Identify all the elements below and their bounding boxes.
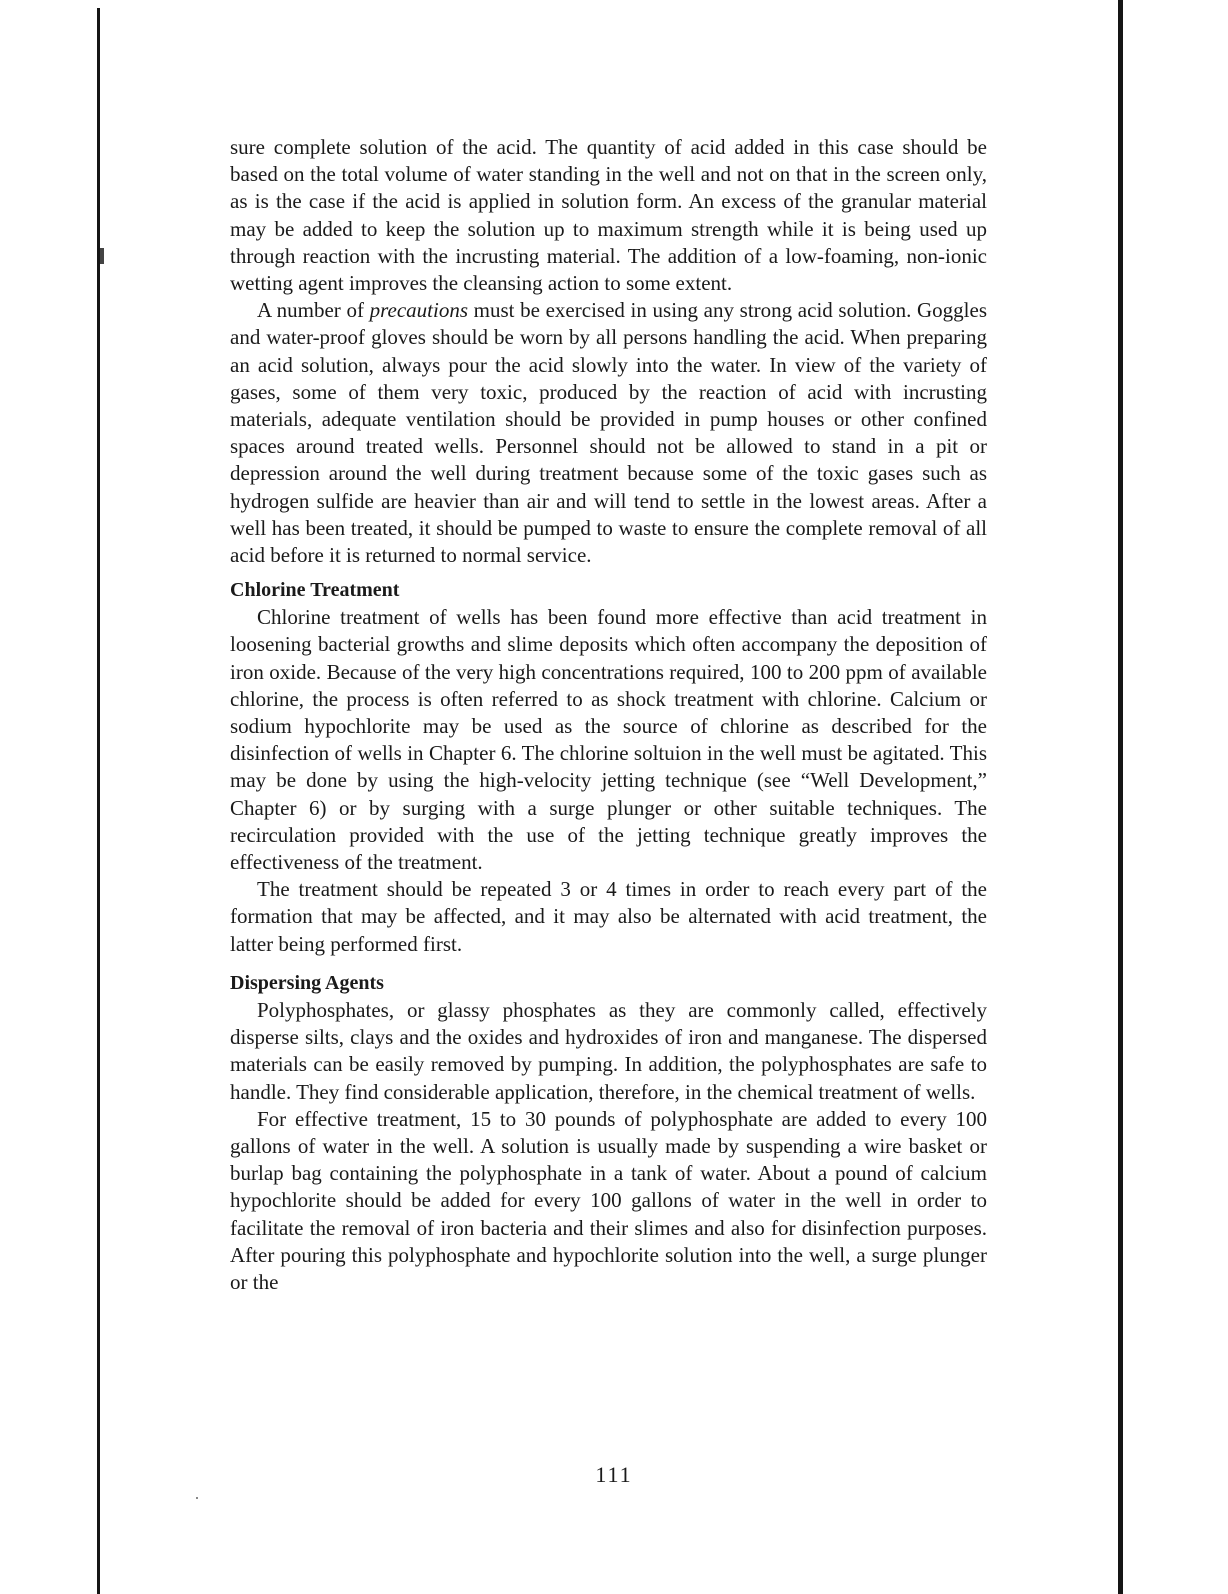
page-body [230, 134, 987, 1296]
left-scan-mark [100, 248, 104, 264]
precautions-lead: A number of [257, 298, 370, 323]
paragraph-precautions [230, 297, 987, 569]
right-scan-border [1118, 0, 1123, 1594]
heading-dispersing-agents: Dispersing Agents [230, 971, 384, 994]
heading-chlorine-treatment: Chlorine Treatment [230, 579, 400, 602]
page-number: 111 [595, 1462, 633, 1487]
paragraph-chlorine: Chlorine treatment of wells has been found more effective than acid treatment in loosening bacterial growths and slime deposits which often accompany the deposition of iron oxide. Because of the very high concentrations required, 100 to 200 ppm of available chlorine, the process is often referred to as shock treatment with chlorine. Calcium or sodium hypochlorite may be used as the source of chlorine as described for the disinfection of wells in Chapter 6. The chlorine soltuion in the well must be agitated. This may be done by using the high-velocity jetting technique (see “Well Development,” Chapter 6) or by surging with a surge plunger or other suitable techniques. The recirculation provided with the use of the jetting technique greatly improves the effectiveness of the treatment. [230, 605, 987, 875]
precautions-text: must be exercised in using any strong acid solution. Goggles and water-proof gloves should be worn by all persons handling the acid. When preparing an acid solution, always pour the acid slowly into the water. In view of the variety of gases, some of them very toxic, produced by the reaction of acid with incrusting materials, adequate ventilation should be provided in pump houses or other confined spaces around treated wells. Personnel should not be allowed to stand in a pit or depression around the well during treatment because some of the toxic gases such as hydrogen sulfide are heavier than air and will tend to settle in the lowest areas. After a well has been treated, it should be pumped to waste to ensure the complete removal of all acid before it is returned to normal service. [230, 298, 987, 568]
paragraph-effective-treatment: For effective treatment, 15 to 30 pounds of polyphosphate are added to every 100 gallons of water in the well. A solution is usually made by suspending a wire basket or burlap bag containing the polyphosphate in a tank of water. About a pound of calcium hypochlorite should be added for every 100 gallons of water in the well in order to facilitate the removal of iron bacteria and their slimes and also for disinfection purposes. After pouring this polyphosphate and hypochlorite solution into the well, a surge plunger or the [230, 1106, 987, 1294]
left-scan-border [97, 8, 100, 1594]
paragraph-acid-solution: sure complete solution of the acid. The quantity of acid added in this case should be based on the total volume of water standing in the well and not on that in the screen only, as is the case if the acid is applied in solution form. An excess of the granular material may be added to keep the solution up to maximum strength while it is being used up through reaction with the incrusting material. The addition of a low-foaming, non-ionic wetting agent improves the cleansing action to some extent. [230, 135, 987, 296]
paragraph-repeat-treatment: The treatment should be repeated 3 or 4 times in order to reach every part of the formation that may be affected, and it may also be alternated with acid treatment, the latter being performed first. [230, 877, 987, 956]
paragraph-polyphosphates: Polyphosphates, or glassy phosphates as they are commonly called, effectively disperse silts, clays and the oxides and hydroxides of iron and manganese. The dispersed materials can be easily removed by pumping. In addition, the polyphosphates are safe to handle. They find considerable application, therefore, in the chemical treatment of wells. [230, 997, 987, 1104]
precautions-emphasis: precautions [369, 298, 468, 323]
scan-speck [196, 1497, 198, 1499]
